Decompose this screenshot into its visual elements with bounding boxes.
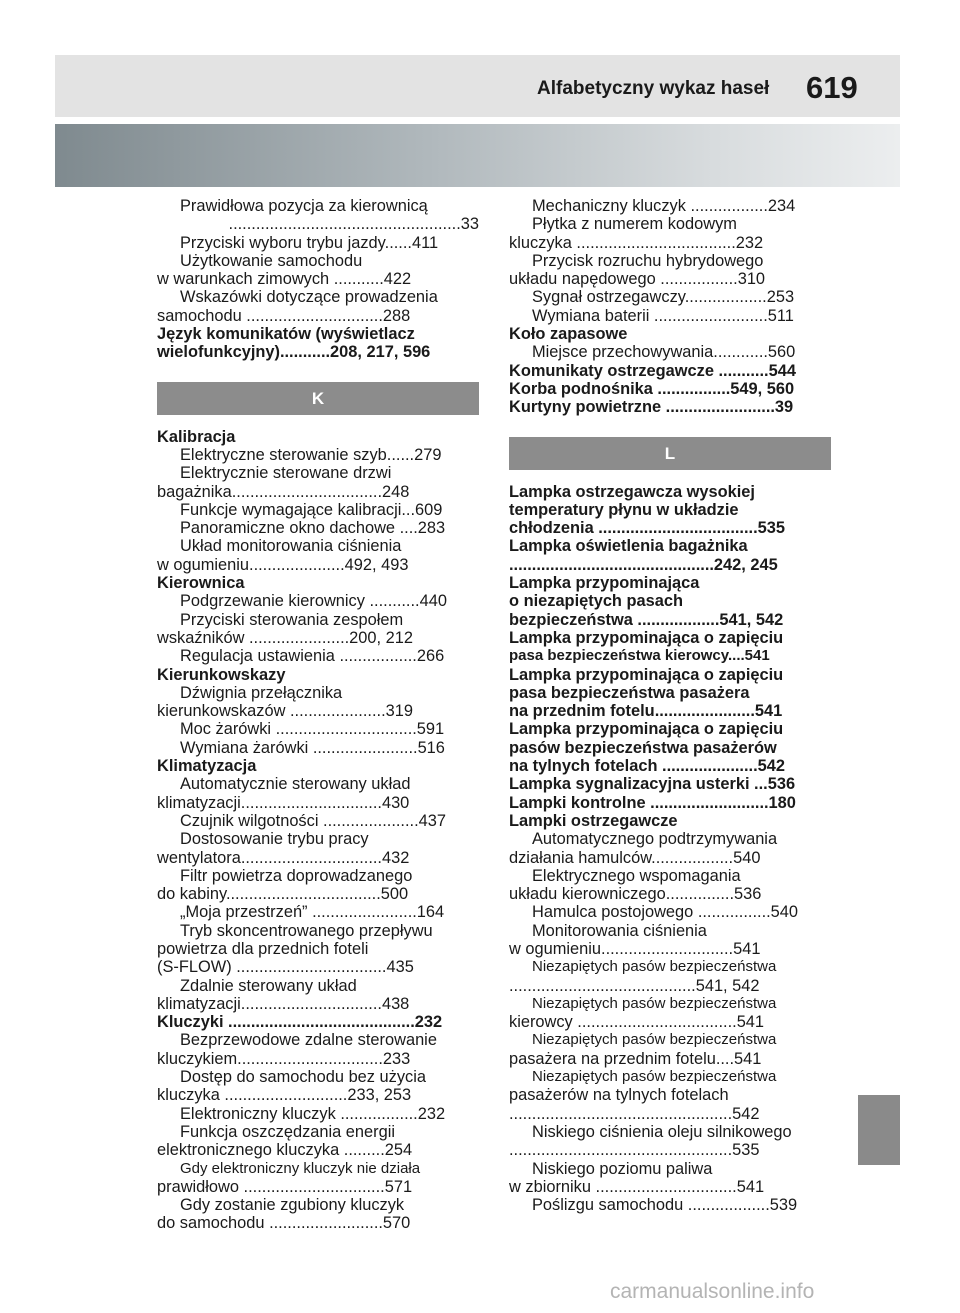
index-subentry-line: Dostosowanie trybu pracy xyxy=(180,830,369,849)
index-subentry-line: Niskiego ciśnienia oleju silnikowego xyxy=(532,1122,792,1141)
index-subentry-line: .................................................542 xyxy=(509,1104,760,1123)
index-subentry-line: powietrza dla przednich foteli xyxy=(157,939,369,958)
index-subentry-line: w zbiorniku ...............................541 xyxy=(509,1177,765,1196)
index-subentry-line: Wymiana żarówki .......................516 xyxy=(180,738,445,757)
index-subentry-line: Wskazówki dotyczące prowadzenia xyxy=(180,288,438,307)
index-heading-line: Klimatyzacja xyxy=(157,757,257,776)
index-subentry-line: kluczyka ...................................232 xyxy=(509,233,764,252)
index-subentry-line: Czujnik wilgotności .....................437 xyxy=(180,811,446,830)
letter-section-header: K xyxy=(157,382,479,415)
index-subentry-line: Niezapiętych pasów bezpieczeństwa xyxy=(532,1031,777,1049)
index-heading-line: wielofunkcyjny)...........208, 217, 596 xyxy=(157,343,431,362)
index-subentry-line: samochodu ..............................288 xyxy=(157,306,411,325)
index-heading-line: pasów bezpieczeństwa pasażerów xyxy=(509,738,777,757)
index-heading-line: Lampka oświetlenia bagażnika xyxy=(509,537,748,556)
index-subentry-line: w warunkach zimowych ...........422 xyxy=(157,270,412,289)
index-subentry-line: Poślizgu samochodu ..................539 xyxy=(532,1196,798,1215)
index-subentry-line: Układ monitorowania ciśnienia xyxy=(180,537,402,556)
index-heading-line: na tylnych fotelach .....................542 xyxy=(509,757,785,776)
chapter-tab xyxy=(858,1095,900,1165)
index-subentry-line: Przyciski wyboru trybu jazdy......411 xyxy=(180,233,439,252)
index-heading-line: pasa bezpieczeństwa kierowcy....541 xyxy=(509,647,770,665)
index-heading-line: Lampka przypominająca o zapięciu xyxy=(509,720,784,739)
watermark: carmanualsonline.info xyxy=(610,1280,815,1303)
index-subentry-line: działania hamulców..................540 xyxy=(509,848,761,867)
index-subentry-line: Użytkowanie samochodu xyxy=(180,251,363,270)
index-subentry-line: Moc żarówki ...............................591 xyxy=(180,720,445,739)
index-subentry-line: wskaźników ......................200, 212 xyxy=(157,628,413,647)
index-heading-line: Kalibracja xyxy=(157,427,236,446)
index-subentry-line: elektronicznego kluczyka .........254 xyxy=(157,1141,413,1160)
index-heading-line: pasa bezpieczeństwa pasażera xyxy=(509,683,750,702)
page-number: 619 xyxy=(806,70,858,105)
index-subentry-line: Elektroniczny kluczyk .................232 xyxy=(180,1104,446,1123)
index-subentry-line: Miejsce przechowywania............560 xyxy=(532,343,796,362)
index-subentry-line: „Moja przestrzeń” .......................164 xyxy=(180,903,445,922)
index-subentry-line: Niskiego poziomu paliwa xyxy=(532,1159,713,1178)
index-subentry-line: pasażerów na tylnych fotelach xyxy=(509,1086,729,1105)
index-subentry-line: Niezapiętych pasów bezpieczeństwa xyxy=(532,958,777,976)
index-subentry-line: kluczykiem................................233 xyxy=(157,1049,411,1068)
index-heading-line: Kierownica xyxy=(157,574,245,593)
index-subentry-line: klimatyzacji...............................430 xyxy=(157,793,410,812)
index-subentry-line: .................................................535 xyxy=(509,1141,760,1160)
index-subentry-line: Przycisk rozruchu hybrydowego xyxy=(532,251,764,270)
index-heading-line: Kierunkowskazy xyxy=(157,665,286,684)
index-subentry-line: pasażera na przednim fotelu....541 xyxy=(509,1049,762,1068)
index-heading-line: Lampka przypominająca o zapięciu xyxy=(509,628,784,647)
index-subentry-line: Monitorowania ciśnienia xyxy=(532,921,707,940)
index-subentry-line: Niezapiętych pasów bezpieczeństwa xyxy=(532,1068,777,1086)
index-subentry-line: Przyciski sterowania zespołem xyxy=(180,610,404,629)
index-subentry-line: bagażnika.................................248 xyxy=(157,482,410,501)
index-subentry-line: Dostęp do samochodu bez użycia xyxy=(180,1068,427,1087)
index-subentry-line: Panoramiczne okno dachowe ....283 xyxy=(180,519,446,538)
index-heading-line: Lampki ostrzegawcze xyxy=(509,811,678,830)
index-subentry-line: ...................................................33 xyxy=(228,215,479,234)
index-subentry-line: kluczyka ...........................233, 253 xyxy=(157,1086,412,1105)
index-subentry-line: (S-FLOW) .................................435 xyxy=(157,958,414,977)
index-subentry-line: Automatycznego podtrzymywania xyxy=(532,830,778,849)
index-subentry-line: Tryb skoncentrowanego przepływu xyxy=(180,921,433,940)
letter-section-header: L xyxy=(509,437,831,470)
index-subentry-line: Mechaniczny kluczyk .................234 xyxy=(532,197,796,215)
index-heading-line: .............................................242, 245 xyxy=(509,555,778,574)
index-subentry-line: Elektrycznego wspomagania xyxy=(532,866,741,885)
index-subentry-line: prawidłowo ...............................571 xyxy=(157,1177,413,1196)
index-heading-line: na przednim fotelu......................541 xyxy=(509,702,783,721)
index-subentry-line: wentylatora...............................432 xyxy=(157,848,410,867)
index-subentry-line: Gdy zostanie zgubiony kluczyk xyxy=(180,1196,405,1215)
index-column-right xyxy=(509,197,831,1214)
index-heading-line: Lampka przypominająca xyxy=(509,574,700,593)
index-subentry-line: układu napędowego .................310 xyxy=(509,270,766,289)
index-subentry-line: Dźwignia przełącznika xyxy=(180,683,343,702)
index-heading-line: Lampka sygnalizacyjna usterki ...536 xyxy=(509,775,796,794)
index-subentry-line: kierunkowskazów .....................319 xyxy=(157,702,413,721)
index-heading-line: Lampka przypominająca o zapięciu xyxy=(509,665,784,684)
index-subentry-line: Gdy elektroniczny kluczyk nie działa xyxy=(180,1159,421,1177)
index-subentry-line: Filtr powietrza doprowadzanego xyxy=(180,866,413,885)
index-heading-line: chłodzenia ...................................535 xyxy=(509,519,785,538)
index-subentry-line: w ogumieniu.............................541 xyxy=(509,939,761,958)
header-band xyxy=(55,55,900,117)
index-subentry-line: klimatyzacji...............................438 xyxy=(157,994,410,1013)
index-heading-line: temperatury płynu w układzie xyxy=(509,500,739,519)
index-subentry-line: Elektryczne sterowanie szyb......279 xyxy=(180,445,442,464)
index-subentry-line: Funkcje wymagające kalibracji...609 xyxy=(180,500,443,519)
index-subentry-line: Sygnał ostrzegawczy..................253 xyxy=(532,288,795,307)
index-subentry-line: do samochodu .........................570 xyxy=(157,1214,411,1233)
index-subentry-line: Hamulca postojowego ................540 xyxy=(532,903,799,922)
index-heading-line: Język komunikatów (wyświetlacz xyxy=(157,325,415,344)
index-heading-line: Korba podnośnika ................549, 560 xyxy=(509,379,795,398)
index-heading-line: Kurtyny powietrzne ........................39 xyxy=(509,398,794,417)
index-subentry-line: układu kierowniczego...............536 xyxy=(509,885,762,904)
index-heading-line: Kluczyki .........................................232 xyxy=(157,1013,443,1032)
index-subentry-line: kierowcy ...................................541 xyxy=(509,1013,765,1032)
section-title: Alfabetyczny wykaz haseł xyxy=(537,78,770,99)
index-subentry-line: .........................................541, 542 xyxy=(509,976,760,995)
index-heading-line: Lampka ostrzegawcza wysokiej xyxy=(509,482,755,501)
index-subentry-line: Elektrycznie sterowane drzwi xyxy=(180,464,392,483)
index-heading-line: Koło zapasowe xyxy=(509,325,628,344)
index-subentry-line: Płytka z numerem kodowym xyxy=(532,215,737,234)
index-subentry-line: Funkcja oszczędzania energii xyxy=(180,1122,396,1141)
index-subentry-line: Podgrzewanie kierownicy ...........440 xyxy=(180,592,447,611)
index-subentry-line: Wymiana baterii .........................511 xyxy=(532,306,794,325)
index-subentry-line: w ogumieniu.....................492, 493 xyxy=(157,555,409,574)
index-subentry-line: Prawidłowa pozycja za kierownicą xyxy=(180,197,428,215)
index-heading-line: Lampki kontrolne ..........................180 xyxy=(509,793,796,812)
index-subentry-line: Zdalnie sterowany układ xyxy=(180,976,357,995)
index-heading-line: o niezapiętych pasach xyxy=(509,592,683,611)
index-subentry-line: Automatycznie sterowany układ xyxy=(180,775,411,794)
index-subentry-line: Bezprzewodowe zdalne sterowanie xyxy=(180,1031,437,1050)
index-heading-line: bezpieczeństwa ..................541, 542 xyxy=(509,610,784,629)
index-heading-line: Komunikaty ostrzegawcze ...........544 xyxy=(509,361,796,380)
index-subentry-line: Niezapiętych pasów bezpieczeństwa xyxy=(532,994,777,1012)
index-column-left xyxy=(157,197,479,1233)
index-subentry-line: do kabiny..................................500 xyxy=(157,885,409,904)
index-subentry-line: Regulacja ustawienia .................266 xyxy=(180,647,445,666)
gradient-banner xyxy=(55,124,900,187)
